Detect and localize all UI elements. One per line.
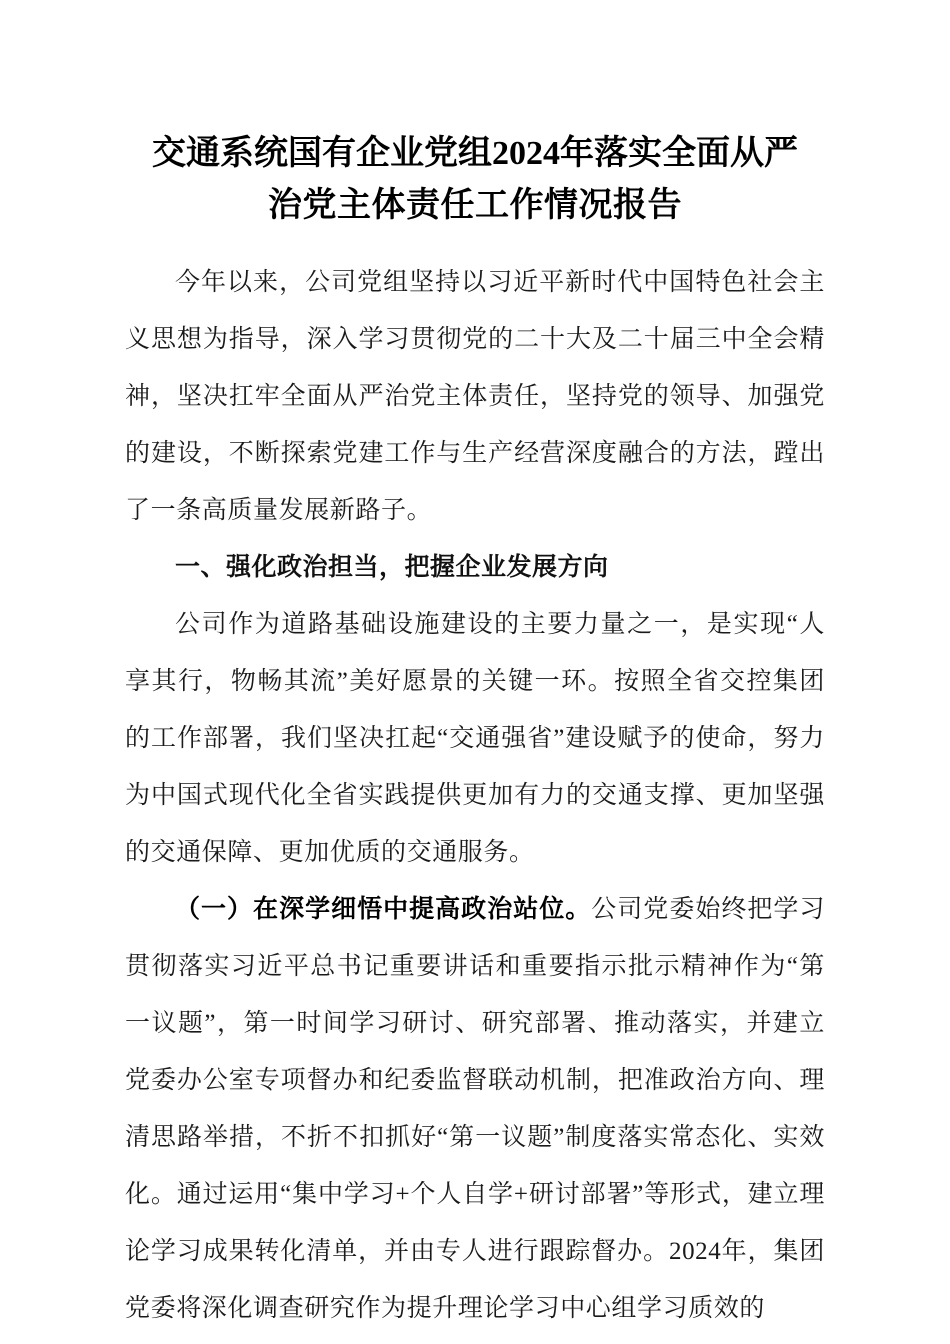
title-body-spacer [125, 232, 825, 254]
document-body [125, 0, 825, 1337]
title-line-2: 治党主体责任工作情况报告 [268, 187, 682, 224]
paragraph-lead-label: （一）在深学细悟中提高政治站位。 [175, 896, 592, 923]
section-heading-1: 一、强化政治担当，把握企业发展方向 [175, 553, 609, 581]
paragraph-lead-text: 公司党委始终把学习贯彻落实习近平总书记重要讲话和重要指示批示精神作为“第一议题”，第一时间学习研讨、研究部署、推动落实，并建立党委办公室专项督办和纪委监督联动机制，把准政治方向、理清思路举措，不折不扣抓好“第一议题”制度落实常态化、实效化。通过运用“集中学习+个人自学+研讨部署”等形式，建立理论学习成果转化清单，并由专人进行跟踪督办。2024年，集团党委将深化调查研究作为提升理论学习中心组学习质效的 [125, 896, 825, 1322]
paragraph-section1-body: 公司作为道路基础设施建设的主要力量之一，是实现“人享其行，物畅其流”美好愿景的关键一环。按照全省交控集团的工作部署，我们坚决扛起“交通强省”建设赋予的使命，努力为中国式现代化全省实践提供更加有力的交通支撑、更加坚强的交通保障、更加优质的交通服务。 [125, 611, 825, 866]
title-line-1: 交通系统国有企业党组2024年落实全面从严 [152, 135, 798, 172]
page-title [125, 0, 825, 232]
paragraph-section1-sub1 [125, 881, 825, 1337]
paragraph-intro: 今年以来，公司党组坚持以习近平新时代中国特色社会主义思想为指导，深入学习贯彻党的二十大及二十届三中全会精神，坚决扛牢全面从严治党主体责任，坚持党的领导、加强党的建设，不断探索党建工作与生产经营深度融合的方法，蹚出了一条高质量发展新路子。 [125, 269, 825, 524]
